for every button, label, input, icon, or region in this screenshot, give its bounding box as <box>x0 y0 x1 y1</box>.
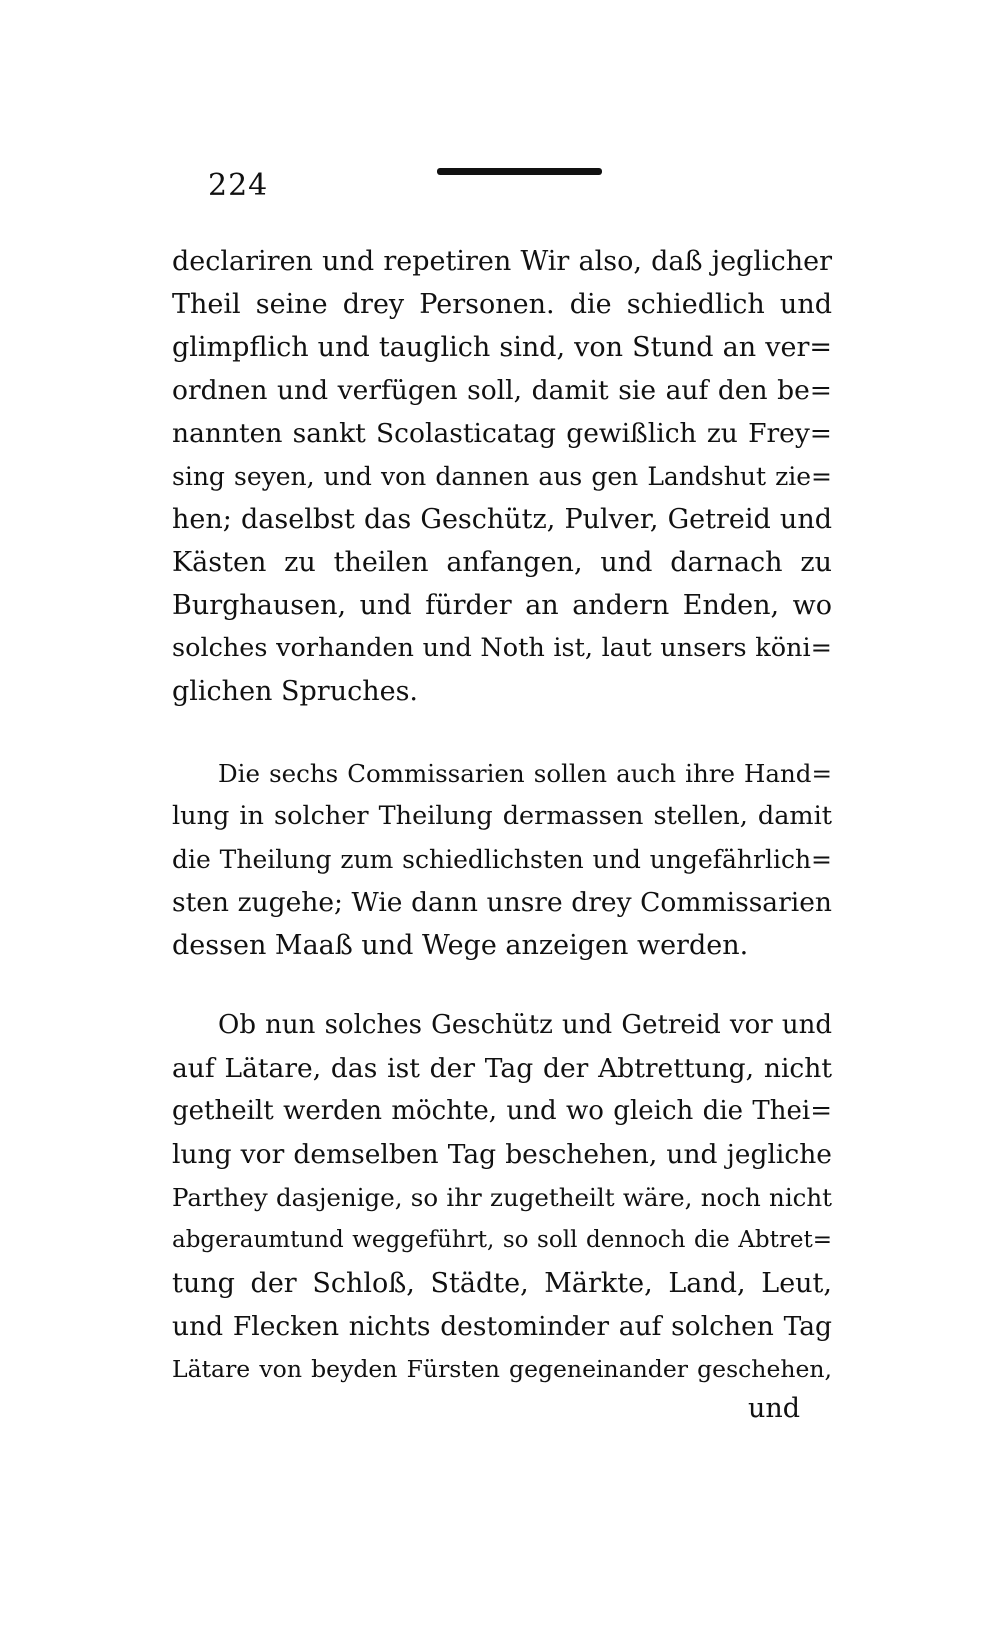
text-line: Ob nun solches Geschütz und Getreid vor und <box>218 1010 832 1040</box>
text-line: Burghausen, und fürder an andern Enden, wo <box>172 590 832 621</box>
text-line: dessen Maaß und Wege anzeigen werden. <box>172 930 749 961</box>
text-line: ordnen und verfügen soll, damit sie auf den be= <box>172 375 832 406</box>
text-line: sing seyen, und von dannen aus gen Landshut zie= <box>172 462 832 491</box>
text-line: solches vorhanden und Noth ist, laut unsers köni= <box>172 633 832 663</box>
text-line: Theil seine drey Personen. die schiedlich und <box>172 289 832 320</box>
text-line: tung der Schloß, Städte, Märkte, Land, Leut, <box>172 1268 832 1299</box>
text-line: sten zugehe; Wie dann unsre drey Commissarien <box>172 887 832 918</box>
paragraph-3 <box>172 1004 832 1391</box>
paragraph-2 <box>172 752 832 967</box>
text-line: abgeraumtund weggeführt, so soll dennoch die Abtret= <box>172 1227 832 1253</box>
text-line: glichen Spruches. <box>172 676 419 707</box>
header-rule <box>437 168 602 175</box>
catchword: und <box>748 1393 801 1424</box>
text-line: Die sechs Commissarien sollen auch ihre Hand= <box>218 759 832 788</box>
text-line: Lätare von beyden Fürsten gegeneinander geschehen, <box>172 1355 832 1383</box>
text-line: und Flecken nichts destominder auf solchen Tag <box>172 1311 832 1342</box>
text-line: lung vor demselben Tag beschehen, und jegliche <box>172 1139 832 1170</box>
text-line: nannten sankt Scolasticatag gewißlich zu Frey= <box>172 418 832 449</box>
text-line: auf Lätare, das ist der Tag der Abtrettung, nicht <box>172 1053 832 1084</box>
text-line: glimpflich und tauglich sind, von Stund an ver= <box>172 332 832 363</box>
text-line: Kästen zu theilen anfangen, und darnach zu <box>172 547 832 578</box>
page-number: 224 <box>208 168 269 203</box>
text-line: hen; daselbst das Geschütz, Pulver, Getreid und <box>172 504 832 535</box>
text-line: die Theilung zum schiedlichsten und ungefährlich= <box>172 845 832 874</box>
text-line: declariren und repetiren Wir also, daß jeglicher <box>172 246 832 277</box>
text-line: getheilt werden möchte, und wo gleich die Thei= <box>172 1096 832 1126</box>
paragraph-1 <box>172 240 832 713</box>
text-line: lung in solcher Theilung dermassen stellen, damit <box>172 801 832 831</box>
text-line: Parthey dasjenige, so ihr zugetheilt wäre, noch nicht <box>172 1183 832 1212</box>
